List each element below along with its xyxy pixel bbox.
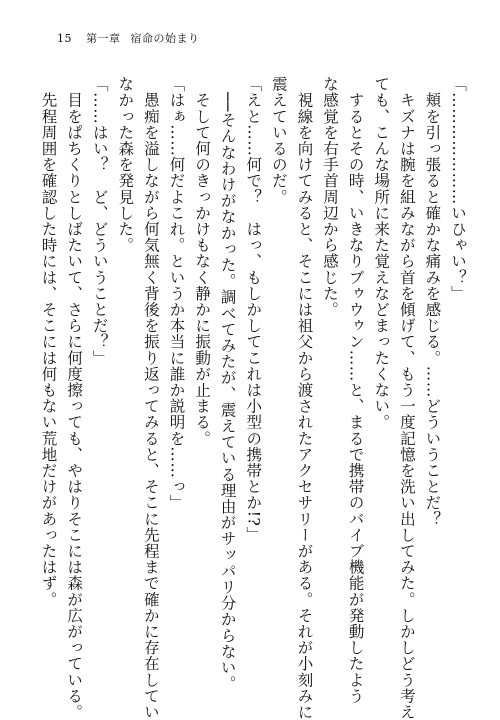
text-line: 「えと……何で？ はっ、もしかしてこれは小型の携帯とか!?」 <box>244 76 263 543</box>
text-line: するとその時、いきなりブゥウゥン……と、まるで携帯のバイブ機能が発動したよう <box>346 76 365 704</box>
text-line: 先程周囲を確認した時には、そこには何もない荒地だけがあったはず。 <box>39 76 58 608</box>
text-line: 「はぁ……何だよこれ。というか本当に誰か説明を……っ」 <box>167 76 186 511</box>
page-number: 15 <box>57 32 72 45</box>
text-line: 視線を向けてみると、そこには祖父から渡されたアクセサリーがある。それが小刻みに <box>295 76 314 720</box>
text-line: 目をぱちくりとしばたいて、さらに何度擦っても、やはりそこには森が広がっている。 <box>65 76 84 720</box>
text-line: ても、こんな場所に来た覚えなどまったくない。 <box>372 76 391 431</box>
chapter-label: 第一章 <box>86 32 121 45</box>
text-line: そして何のきっかけもなく静かに振動が止まる。 <box>193 76 212 447</box>
text-line: ──そんなわけがなかった。調べてみたが、震えている理由がサッパリ分からない。 <box>218 76 237 692</box>
text-line: 「……はい？ ど、どういうことだ？」 <box>90 76 109 366</box>
text-line: 愚痴を溢しながら何気無く背後を振り返ってみると、そこに先程まで確かに存在してい <box>141 76 160 720</box>
text-line: キズナは腕を組みながら首を傾げて、もう一度記憶を洗い出してみた。しかしどう考え <box>397 76 416 720</box>
text-line: 震えているのだ。 <box>269 76 288 205</box>
text-line: な感覚を右手首周辺から感じた。 <box>321 76 340 318</box>
chapter-title: 宿命の始まり <box>130 32 200 45</box>
text-line: 頬を引っ張ると確かな痛みを感じる。……どういうことだ？ <box>423 76 442 527</box>
text-line: なかった森を発見した。 <box>116 76 135 254</box>
running-header <box>57 30 200 46</box>
vertical-text-body <box>39 76 470 720</box>
text-line: 「…………………いひゃい？」 <box>449 76 467 302</box>
